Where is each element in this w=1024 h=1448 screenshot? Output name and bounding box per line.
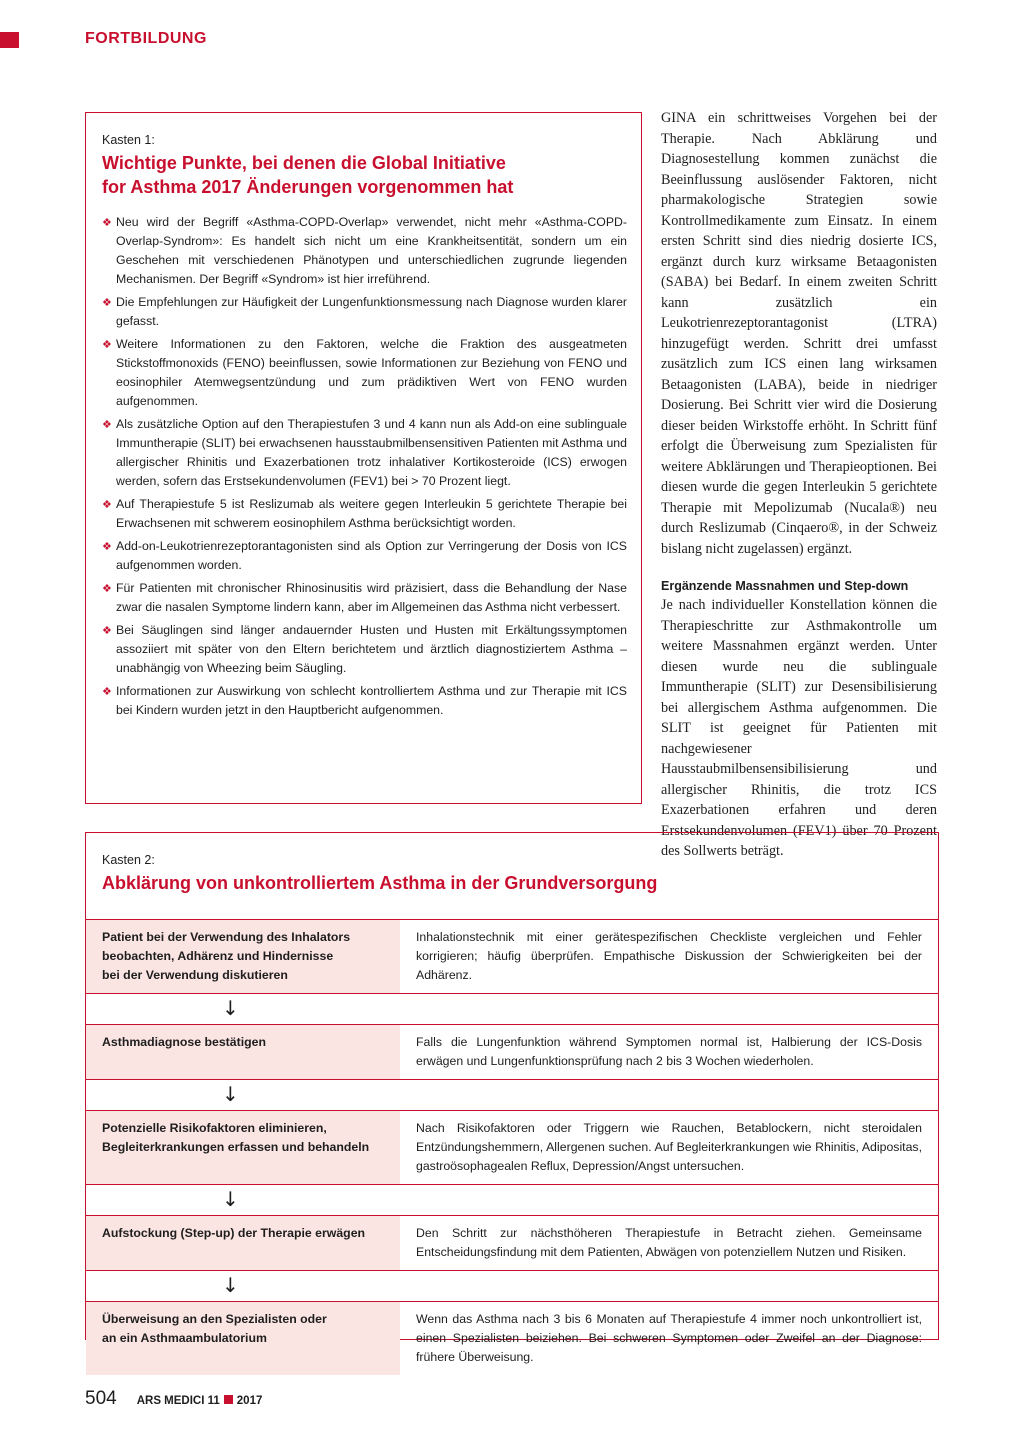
flow-step-title-line: Begleiterkrankungen erfassen und behandeln xyxy=(102,1140,370,1154)
box1-title xyxy=(102,151,627,199)
box1-title-line: for Asthma 2017 Änderungen vorgenommen hat xyxy=(102,177,514,197)
info-box-2 xyxy=(85,832,939,1364)
list-item-text: Informationen zur Auswirkung von schlecht kontrolliertem Asthma und zur Therapie mit ICS bei Kindern wurden jetzt in den Hauptbericht aufgenommen. xyxy=(116,684,627,717)
flow-step xyxy=(86,919,938,993)
flow-step-description: Falls die Lungenfunktion während Symptomen normal ist, Halbierung der ICS-Dosis erwägen und Lungenfunktionsprüfung nach 2 bis 3 Wochen wiederholen. xyxy=(416,1035,922,1068)
flow-step-description: Nach Risikofaktoren oder Triggern wie Rauchen, Betablockern, nicht steroidalen Entzündungshemmern, Allergenen suchen. Auf Begleiterkrankungen wie Rhinitis, Adipositas, gastroösophagealen Reflux, Depression/Angst untersuchen. xyxy=(416,1121,922,1173)
journal-name: ARS MEDICI 11 xyxy=(136,1395,220,1407)
arrow-down-icon: ↓ xyxy=(222,1082,239,1106)
box2-title: Abklärung von unkontrolliertem Asthma in der Grundversorgung xyxy=(102,873,658,893)
flow-step-title-line: bei der Verwendung diskutieren xyxy=(102,968,288,982)
list-item-text: Bei Säuglingen sind länger andauernder Husten und Husten mit Erkältungssymptomen assoziiert mit später von den Eltern berichtetem und ärztlich diagnostiziertem Asthma – unabhängig von Wheezing beim Säugling. xyxy=(116,623,627,675)
section-label: FORTBILDUNG xyxy=(85,30,207,47)
list-item xyxy=(102,682,627,720)
flow-connector xyxy=(86,993,938,1024)
box2-label: Kasten 2: xyxy=(102,853,155,867)
subheading: Ergänzende Massnahmen und Step-down xyxy=(661,579,909,593)
list-item-text: Die Empfehlungen zur Häufigkeit der Lungenfunktionsmessung nach Diagnose wurden klarer gefasst. xyxy=(116,295,627,328)
box2-header xyxy=(86,833,938,919)
flow-step-title-line: an ein Asthmaambulatorium xyxy=(102,1331,267,1345)
list-item-text: Auf Therapiestufe 5 ist Reslizumab als weitere gegen Interleukin 5 gerichtete Therapie bei Erwachsenen mit schwerem eosinophilem Asthma berücksichtigt worden. xyxy=(116,497,627,530)
flow-connector xyxy=(86,1184,938,1215)
flow-step-description: Inhalationstechnik mit einer gerätespezifischen Checkliste vergleichen und Fehler korrigieren; häufig überprüfen. Empathische Diskussion der Schwierigkeiten bei der Adhärenz. xyxy=(416,930,922,982)
box1-title-line: Wichtige Punkte, bei denen die Global Initiative xyxy=(102,153,506,173)
diamond-bullet-icon: ❖ xyxy=(102,339,112,351)
body-paragraph: Je nach individueller Konstellation können die Therapieschritte zur Asthmakontrolle um weitere Massnahmen ergänzt werden. Unter diesen wurde neu die sublinguale Immuntherapie (SLIT) zur Desensibilisierung bei allergischem Asthma aufgenommen. Die SLIT ist geeignet für Patienten mit nachgewiesener Hausstaubmilbensensibilisierung und allergischer Rhinitis, die trotz ICS Exazerbationen erfahren und deren Erstsekundenvolumen (FEV1) über 70 Prozent des Sollwerts beträgt. xyxy=(661,597,937,859)
flow-step-title xyxy=(86,1216,400,1270)
arrow-down-icon: ↓ xyxy=(222,1187,239,1211)
diamond-bullet-icon: ❖ xyxy=(102,499,112,511)
diamond-bullet-icon: ❖ xyxy=(102,297,112,309)
diamond-bullet-icon: ❖ xyxy=(102,583,112,595)
list-item xyxy=(102,293,627,331)
body-paragraph: GINA ein schrittweises Vorgehen bei der Therapie. Nach Abklärung und Diagnosestellung kommen zunächst die Beeinflussung auslösender Faktoren, nicht pharmakologische Strategien sowie Kontrollmedikamente zum Einsatz. In einem ersten Schritt sind dies niedrig dosierte ICS, ergänzt durch kurz wirksame Betaagonisten (SABA) bei Bedarf. In einem zweiten Schritt kann zusätzlich ein Leukotrienrezeptorantagonist (LTRA) hinzugefügt werden. Schritt drei umfasst zusätzlich zum ICS einen lang wirksamen Betaagonisten (LABA), beide in niedriger Dosierung. Bei Schritt vier wird die Dosierung dieser beiden Wirkstoffe erhöht. In Schritt fünf erfolgt die Überweisung zum Spezialisten für weitere Abklärungen und Therapieoptionen. Bei diesen wurde die gegen Interleukin 5 gerichtete Therapie mit Mepolizumab (Nucala®) neu durch Reslizumab (Cinqaero®, in der Schweiz bislang nicht zugelassen) ergänzt. xyxy=(661,110,937,557)
flow-step-description: Den Schritt zur nächsthöheren Therapiestufe in Betracht ziehen. Gemeinsame Entscheidungsfindung mit dem Patienten, Abwägen von potenziellem Nutzen und Risiken. xyxy=(416,1226,922,1259)
flow-step-title-line: Potenzielle Risikofaktoren eliminieren, xyxy=(102,1121,327,1135)
flow-step-description: Wenn das Asthma nach 3 bis 6 Monaten auf Therapiestufe 4 immer noch unkontrolliert ist, einen Spezialisten beiziehen. Bei schweren Symptomen oder Zweifel an der Diagnose: frühere Überweisung. xyxy=(416,1312,922,1364)
list-item-text: Neu wird der Begriff «Asthma-COPD-Overlap» verwendet, nicht mehr «Asthma-COPD-Overlap-Syndrom»: Es handelt sich nicht um eine Krankheitsentität, sondern um ein Geschehen mit verschiedenen Phänotypen und unterschiedlichen zugrunde liegenden Mechanismen. Der Begriff «Syndrom» ist hier irreführend. xyxy=(116,215,627,286)
diamond-bullet-icon: ❖ xyxy=(102,541,112,553)
body-text-column xyxy=(661,108,937,862)
list-item xyxy=(102,579,627,617)
flow-step-title xyxy=(86,1025,400,1079)
arrow-down-icon: ↓ xyxy=(222,1273,239,1297)
flow-step xyxy=(86,1110,938,1184)
list-item-text: Als zusätzliche Option auf den Therapiestufen 3 und 4 kann nun als Add-on eine sublinguale Immuntherapie (SLIT) bei erwachsenen hausstaubmilbensensitiven Patienten mit Asthma und allergischer Rhinitis und Exazerbationen trotz inhalativer Kortikosteroide (ICS) erwogen werden, sofern das Erstsekundenvolumen (FEV1) bei > 70 Prozent liegt. xyxy=(116,417,627,488)
flow-step-title xyxy=(86,1302,400,1375)
flow-step-title-line: Patient bei der Verwendung des Inhalators xyxy=(102,930,351,944)
diamond-bullet-icon: ❖ xyxy=(102,686,112,698)
list-item xyxy=(102,415,627,491)
page-footer xyxy=(85,1388,262,1410)
diamond-bullet-icon: ❖ xyxy=(102,217,112,229)
section-marker xyxy=(0,32,19,48)
flow-connector xyxy=(86,1079,938,1110)
list-item-text: Add-on-Leukotrienrezeptorantagonisten sind als Option zur Verringerung der Dosis von ICS aufgenommen worden. xyxy=(116,539,627,572)
list-item xyxy=(102,621,627,678)
list-item xyxy=(102,213,627,289)
list-item xyxy=(102,495,627,533)
box1-label: Kasten 1: xyxy=(102,133,155,147)
flow-step xyxy=(86,1301,938,1375)
footer-square-icon xyxy=(224,1395,233,1404)
arrow-down-icon: ↓ xyxy=(222,996,239,1020)
flow-step-title xyxy=(86,920,400,993)
list-item-text: Weitere Informationen zu den Faktoren, welche die Fraktion des ausgeatmeten Stickstoffmonoxids (FENO) beeinflussen, sowie Informationen zur Beziehung von FENO und eosinophiler Atemwegsentzündung und zum prädiktiven Wert von FENO wurden aufgenommen. xyxy=(116,337,627,408)
flow-step-title-line: beobachten, Adhärenz und Hindernisse xyxy=(102,949,334,963)
diamond-bullet-icon: ❖ xyxy=(102,419,112,431)
box1-bullet-list xyxy=(102,213,627,720)
diamond-bullet-icon: ❖ xyxy=(102,625,112,637)
flow-step xyxy=(86,1215,938,1270)
flow-step-title-line: Aufstockung (Step-up) der Therapie erwägen xyxy=(102,1226,366,1240)
list-item xyxy=(102,537,627,575)
flow-step-title-line: Überweisung an den Spezialisten oder xyxy=(102,1312,327,1326)
flow-step-title xyxy=(86,1111,400,1184)
list-item xyxy=(102,335,627,411)
flow-connector xyxy=(86,1270,938,1301)
journal-year: 2017 xyxy=(236,1395,263,1407)
page-number: 504 xyxy=(85,1388,117,1409)
info-box-1 xyxy=(85,112,642,804)
list-item-text: Für Patienten mit chronischer Rhinosinusitis wird präzisiert, dass die Behandlung der Nase zwar die nasalen Symptome lindern kann, aber im Allgemeinen das Asthma nicht verbessert. xyxy=(116,581,627,614)
flowchart xyxy=(86,919,938,1375)
flow-step xyxy=(86,1024,938,1079)
flow-step-title-line: Asthmadiagnose bestätigen xyxy=(102,1035,266,1049)
